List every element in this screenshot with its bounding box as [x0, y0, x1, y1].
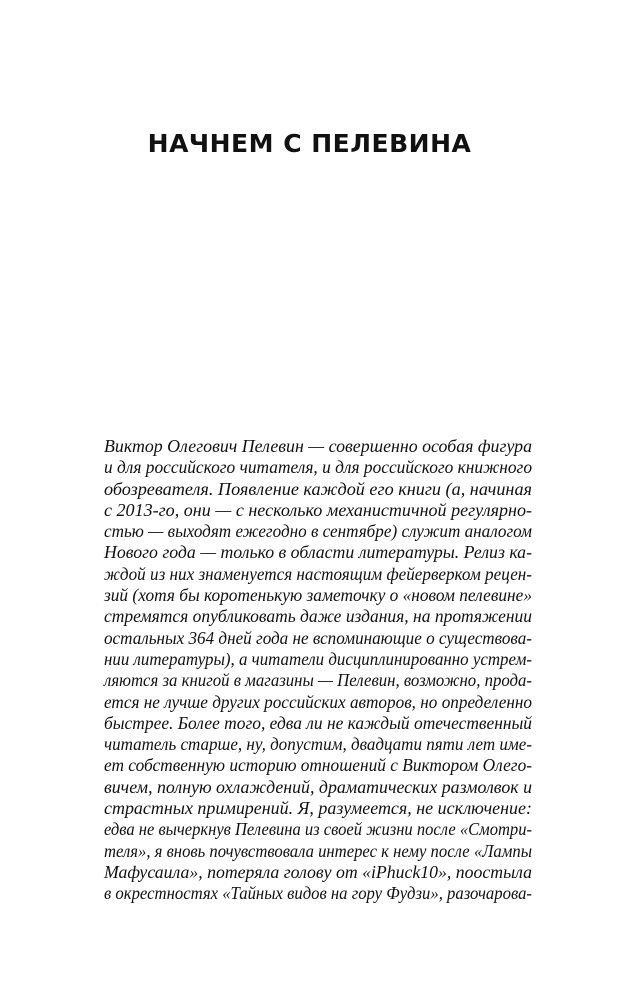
text-line: быстрее. Более того, едва ли не каждый отечественный [104, 712, 532, 733]
text-line: ляются за книгой в магазины — Пелевин, возможно, прода- [104, 670, 532, 691]
text-line: зий (хотя бы коротенькую заметочку о «новом пелевине» [104, 585, 532, 606]
text-line: вичем, полную охлаждений, драматических размолвок и [104, 776, 532, 797]
text-line: теля», я вновь почувствовала интерес к нему после «Лампы [104, 840, 532, 861]
text-line: ждой из них знаменуется настоящим фейерверком рецен- [104, 563, 532, 584]
text-line: Мафусаила», потеряла голову от «iPhuck10», поостыла [104, 861, 532, 882]
text-line: страстных примирений. Я, разумеется, не исключение: [104, 798, 532, 819]
text-line: Нового года — только в области литературы. Релиз ка- [104, 542, 532, 563]
chapter-title: НАЧНЕМ С ПЕЛЕВИНА [147, 128, 472, 158]
text-line: в окрестностях «Тайных видов на гору Фудзи», разочарова- [104, 883, 532, 904]
text-line: обозревателя. Появление каждой его книги (а, начиная [104, 478, 532, 499]
text-line: читатель старше, ну, допустим, двадцати пяти лет име- [104, 734, 532, 755]
text-line: остальных 364 дней года не вспоминающие о существова- [104, 627, 532, 648]
text-line: ет собственную историю отношений с Виктором Олего- [104, 755, 532, 776]
text-line: нии литературы), а читатели дисциплинированно устрем- [104, 648, 532, 669]
text-line: ется не лучше других российских авторов, но определенно [104, 691, 532, 712]
text-line: стью — выходят ежегодно в сентябре) служит аналогом [104, 521, 532, 542]
text-line: Виктор Олегович Пелевин — совершенно особая фигура [104, 436, 532, 456]
body-text [104, 436, 532, 905]
text-line: и для российского читателя, и для российского книжного [104, 457, 532, 478]
text-line: с 2013-го, они — с несколько механистичной регулярно- [104, 499, 532, 520]
text-line: стремятся опубликовать даже издания, на протяжении [104, 606, 532, 627]
text-line: едва не вычеркнув Пелевина из своей жизни после «Смотри- [104, 819, 532, 840]
